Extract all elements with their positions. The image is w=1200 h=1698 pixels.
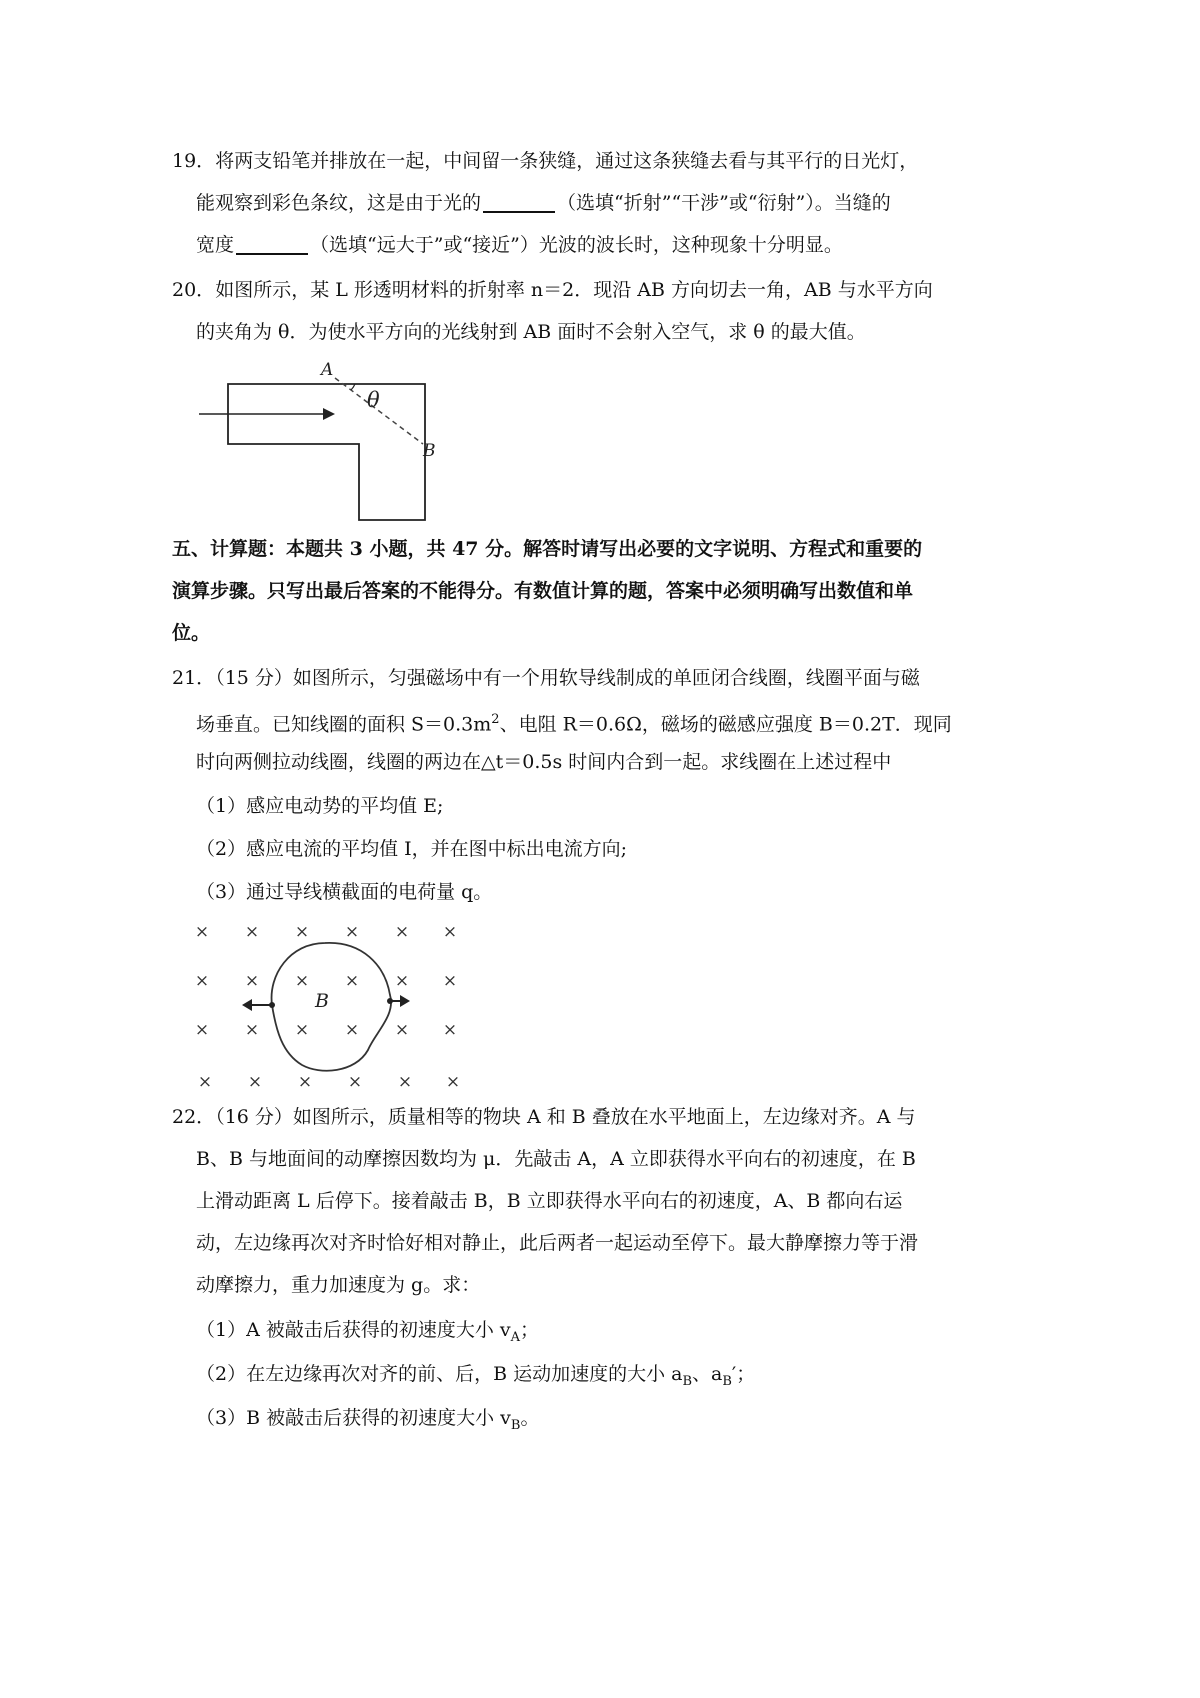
cross-mark: × — [445, 1072, 461, 1092]
label-theta: θ — [367, 388, 380, 412]
q21-text-1: （15 分）如图所示，匀强磁场中有一个用软导线制成的单匝闭合线圈，线圈平面与磁 — [215, 667, 920, 689]
cross-mark: × — [247, 1072, 263, 1092]
q22-sub-2-subscript-2: B — [722, 1373, 732, 1389]
q20-number: 20． — [172, 279, 216, 301]
q21-text-2a: 场垂直。已知线圈的面积 S＝0.3m — [196, 713, 492, 736]
cross-mark: × — [297, 1072, 313, 1092]
cross-mark: × — [442, 922, 458, 942]
q22-line-5 — [196, 1272, 480, 1298]
section5-text-3: 位。 — [172, 622, 211, 644]
q21-sub-3 — [196, 879, 492, 905]
q19-line-3 — [196, 232, 843, 258]
cross-mark: × — [344, 971, 360, 991]
label-a: A — [321, 360, 334, 380]
cross-mark: × — [294, 1020, 310, 1040]
q22-sub-1-text: （1）A 被敲击后获得的初速度大小 v — [196, 1319, 511, 1341]
q21-sub-3-text: （3）通过导线横截面的电荷量 q。 — [196, 881, 493, 903]
q22-sub-3-text: （3）B 被敲击后获得的初速度大小 v — [196, 1407, 511, 1429]
left-arrowhead-icon — [242, 999, 252, 1011]
section5-line-1 — [172, 536, 922, 562]
q21-sup: 2 — [491, 712, 500, 727]
q22-line-3 — [196, 1188, 902, 1214]
label-b-field: B — [315, 990, 329, 1012]
ray-arrowhead-icon — [323, 408, 335, 420]
cross-mark: × — [294, 971, 310, 991]
q19-text-3a: 宽度 — [196, 234, 235, 256]
q21-text-3: 时向两侧拉动线圈，线圈的两边在△t＝0.5s 时间内合到一起。求线圈在上述过程中 — [196, 751, 892, 773]
q22-sub-3 — [196, 1405, 539, 1439]
q22-sub-1 — [196, 1317, 539, 1351]
cross-mark: × — [397, 1072, 413, 1092]
q22-sub-2-end: ′； — [731, 1363, 756, 1385]
q22-sub-1-end: ； — [520, 1319, 540, 1341]
q19-text-2a: 能观察到彩色条纹，这是由于光的 — [196, 192, 482, 214]
q19-line-2 — [196, 190, 891, 216]
q22-text-4: 动，左边缘再次对齐时恰好相对静止，此后两者一起运动至停下。最大静摩擦力等于滑 — [196, 1232, 919, 1254]
q21-line-1 — [172, 665, 920, 691]
q21-line-3 — [196, 749, 891, 775]
l-shape-outline — [228, 384, 425, 520]
q20-text-1: 如图所示，某 L 形透明材料的折射率 n＝2．现沿 AB 方向切去一角，AB 与水平方向 — [215, 279, 933, 301]
q22-line-1 — [172, 1104, 916, 1130]
section5-line-2 — [172, 578, 913, 604]
q21-number: 21． — [172, 667, 216, 689]
cross-mark: × — [394, 971, 410, 991]
q22-text-5: 动摩擦力，重力加速度为 g。求： — [196, 1274, 481, 1296]
q19-blank-1[interactable] — [483, 191, 555, 213]
q22-sub-2-text: （2）在左边缘再次对齐的前、后，B 运动加速度的大小 a — [196, 1363, 683, 1385]
cross-mark: × — [347, 1072, 363, 1092]
q20-line-2 — [196, 319, 866, 345]
right-arrowhead-icon — [400, 995, 410, 1007]
q21-sub-2 — [196, 836, 627, 862]
q22-sub-2-subscript-1: B — [682, 1373, 693, 1389]
coil-loop — [272, 943, 392, 1071]
q21-sub-1-text: （1）感应电动势的平均值 E; — [196, 795, 444, 817]
q21-sub-2-text: （2）感应电流的平均值 I，并在图中标出电流方向; — [196, 838, 628, 860]
q20-line-1 — [172, 277, 933, 303]
q22-line-4 — [196, 1230, 918, 1256]
q19-line-1 — [172, 148, 918, 174]
cross-mark: × — [344, 1020, 360, 1040]
cross-mark: × — [197, 1072, 213, 1092]
q22-sub-3-end: 。 — [520, 1407, 540, 1429]
q19-text-3b: （选填“远大于”或“接近”）光波的波长时，这种现象十分明显。 — [310, 234, 843, 256]
q20-text-2: 的夹角为 θ．为使水平方向的光线射到 AB 面时不会射入空气，求 θ 的最大值。 — [196, 321, 866, 343]
section5-text-2: 演算步骤。只写出最后答案的不能得分。有数值计算的题，答案中必须明确写出数值和单 — [172, 580, 914, 602]
l-shape-prism-figure — [195, 360, 445, 525]
cross-mark: × — [244, 922, 260, 942]
magnetic-field-coil-figure — [190, 915, 470, 1095]
q22-number: 22． — [172, 1106, 216, 1128]
cross-mark: × — [442, 971, 458, 991]
q19-text-2b: （选填“折射”“干涉”或“衍射”）。当缝的 — [557, 192, 891, 214]
q22-text-3: 上滑动距离 L 后停下。接着敲击 B，B 立即获得水平向右的初速度，A、B 都向右运 — [196, 1190, 903, 1212]
cross-mark: × — [244, 971, 260, 991]
q22-sub-3-subscript: B — [510, 1417, 521, 1433]
label-b: B — [423, 441, 436, 461]
q22-text-2: B、B 与地面间的动摩擦因数均为 μ．先敲击 A，A 立即获得水平向右的初速度，在 B — [196, 1148, 916, 1170]
cross-mark: × — [194, 922, 210, 942]
cross-mark: × — [194, 1020, 210, 1040]
section5-line-3 — [172, 620, 210, 646]
cross-mark: × — [394, 922, 410, 942]
q19-blank-2[interactable] — [236, 233, 308, 255]
q22-sub-1-subscript: A — [510, 1329, 521, 1345]
q22-sub-2-mid: 、a — [692, 1363, 723, 1385]
q22-sub-2 — [196, 1361, 755, 1395]
section5-text-1: 五、计算题：本题共 3 小题，共 47 分。解答时请写出必要的文字说明、方程式和重要的 — [172, 538, 923, 560]
cross-mark: × — [294, 922, 310, 942]
q19-text-1: 将两支铅笔并排放在一起，中间留一条狭缝，通过这条狭缝去看与其平行的日光灯， — [215, 150, 919, 172]
q21-sub-1 — [196, 793, 443, 819]
q22-line-2 — [196, 1146, 916, 1172]
q19-number: 19． — [172, 150, 216, 172]
q21-text-2b: 、电阻 R＝0.6Ω，磁场的磁感应强度 B＝0.2T．现同 — [499, 713, 952, 736]
q21-line-2 — [196, 707, 952, 737]
cross-mark: × — [344, 922, 360, 942]
cross-mark: × — [244, 1020, 260, 1040]
cross-mark: × — [194, 971, 210, 991]
q22-text-1: （16 分）如图所示，质量相等的物块 A 和 B 叠放在水平地面上，左边缘对齐。A 与 — [215, 1106, 916, 1128]
cross-mark: × — [442, 1020, 458, 1040]
cross-mark: × — [394, 1020, 410, 1040]
